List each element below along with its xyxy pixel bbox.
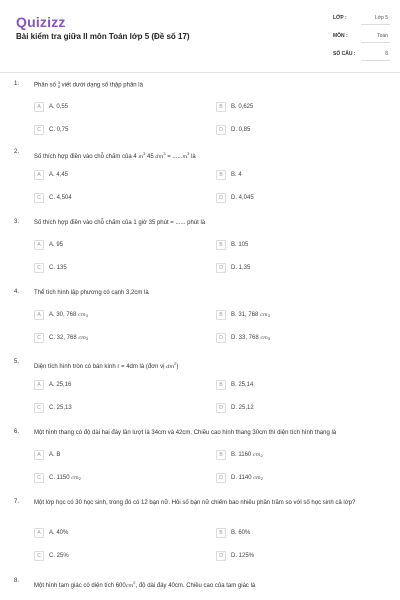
option-letter: C (34, 551, 44, 561)
question-number: 4. (14, 289, 20, 295)
option-text: B. 1160 (231, 452, 252, 458)
option-b[interactable] (216, 450, 263, 460)
option-text: A. 95 (49, 242, 64, 248)
option-text: B. 105 (231, 242, 249, 248)
question-number: 2. (14, 149, 20, 155)
question-number: 5. (14, 359, 20, 365)
option-letter: C (34, 333, 44, 343)
unit-cm: cm (260, 335, 268, 341)
option-a[interactable] (34, 102, 68, 112)
option-b[interactable] (216, 170, 242, 180)
option-d[interactable] (216, 193, 254, 203)
option-a[interactable] (34, 240, 63, 250)
option-text: D. 125% (231, 553, 255, 559)
meta-count-label: SỐ CÂU : (333, 51, 356, 57)
option-text: C. 1150 (49, 475, 70, 481)
worksheet-title: Bài kiểm tra giữa II môn Toán lớp 5 (Đề số 17) (16, 32, 190, 41)
option-c[interactable] (34, 263, 67, 273)
question-text: Số thích hợp điền vào chỗ chấm của 1 giờ 35 phút = ...... phút là (34, 220, 206, 226)
option-text: A. 30, 768 (49, 312, 77, 318)
question-number: 3. (14, 219, 20, 225)
question-number: 1. (14, 81, 20, 87)
option-d[interactable] (216, 125, 250, 135)
option-d[interactable] (216, 403, 254, 413)
option-text: D. 25,12 (231, 405, 254, 411)
option-letter: C (34, 263, 44, 273)
option-text: C. 0,75 (49, 127, 69, 133)
option-letter: D (216, 193, 226, 203)
option-text: A. 40% (49, 530, 69, 536)
option-text: B. 0,625 (231, 104, 254, 110)
option-letter: D (216, 473, 226, 483)
option-letter: A (34, 450, 44, 460)
question-text (34, 81, 390, 91)
option-c[interactable] (34, 333, 88, 343)
fraction-denominator: 5 (57, 84, 60, 89)
option-a[interactable] (34, 450, 60, 460)
meta-subject-label: MÔN : (333, 33, 348, 39)
option-a[interactable] (34, 380, 71, 390)
option-d[interactable] (216, 551, 254, 561)
option-letter: C (34, 473, 44, 483)
option-c[interactable] (34, 403, 72, 413)
option-a[interactable] (34, 528, 68, 538)
meta-count-value: 8 (361, 49, 390, 61)
unit-cm: cm (253, 475, 261, 481)
unit-cm: cm (125, 583, 134, 589)
option-text: D. 33, 768 (231, 335, 259, 341)
unit-m: m (138, 154, 144, 160)
option-text: B. 25,14 (231, 382, 254, 388)
unit-dm: dm (155, 154, 164, 160)
question-text-start: Một hình tam giác có diện tích 600 (34, 583, 126, 589)
meta-class-row (333, 13, 390, 31)
option-text: D. 1140 (231, 475, 252, 481)
option-letter: D (216, 333, 226, 343)
question-text-end: ) (176, 364, 179, 370)
option-a[interactable] (34, 310, 88, 320)
option-text: D. 0,85 (231, 127, 251, 133)
unit-dm: dm (166, 364, 175, 370)
option-d[interactable] (216, 473, 263, 483)
question-number: 7. (14, 499, 20, 505)
option-letter: A (34, 102, 44, 112)
unit-exponent: 2 (174, 361, 177, 366)
option-text: A. 4,45 (49, 172, 69, 178)
option-b[interactable] (216, 102, 253, 112)
question-text: Một lớp học có 30 học sinh, trong đó có 12 bạn nữ. Hỏi số bạn nữ chiếm bao nhiêu phần trăm so với số học sinh cả lớp? (34, 500, 356, 506)
quizizz-logo: Quizizz (16, 14, 66, 30)
unit-exponent: 2 (133, 580, 136, 585)
option-letter: D (216, 551, 226, 561)
option-b[interactable] (216, 528, 250, 538)
option-text: C. 4,504 (49, 195, 72, 201)
meta-class-label: LỚP : (333, 15, 347, 21)
worksheet-header (0, 0, 400, 72)
header-divider (0, 72, 400, 73)
question-text-end: , độ dài đáy 40cm. Chiều cao của tam giác là (135, 583, 256, 589)
option-b[interactable] (216, 310, 270, 320)
unit-exponent: 2 (260, 475, 264, 481)
question-text-start: Số thích hợp điền vào chỗ chấm của 4 (34, 154, 137, 160)
option-letter: B (216, 380, 226, 390)
question-text-start: Phân số (34, 82, 57, 89)
option-text: C. 135 (49, 265, 67, 271)
option-text: C. 32, 768 (49, 335, 77, 341)
option-text: C. 25% (49, 553, 69, 559)
option-letter: C (34, 403, 44, 413)
option-letter: B (216, 102, 226, 112)
unit-exponent: 2 (78, 475, 82, 481)
question-text (34, 359, 390, 372)
meta-subject-value: Toán (361, 31, 390, 43)
unit-cm: cm (71, 475, 79, 481)
meta-subject-row (333, 31, 390, 49)
option-b[interactable] (216, 380, 253, 390)
option-letter: D (216, 125, 226, 135)
option-text: C. 25,13 (49, 405, 72, 411)
unit-exponent: 3 (85, 335, 89, 341)
fraction-numerator: 3 (57, 80, 60, 85)
question-text-blank: = ...... (167, 154, 183, 160)
question-number: 6. (14, 429, 20, 435)
unit-cm: cm (252, 452, 261, 458)
option-letter: C (34, 193, 44, 203)
option-text: A. B (49, 452, 61, 458)
option-text: A. 25,16 (49, 382, 72, 388)
unit-m: m (182, 154, 188, 160)
option-text: B. 31, 768 (231, 312, 259, 318)
meta-count-row (333, 49, 390, 67)
unit-exponent: 3 (143, 151, 146, 156)
question-text-end: là (191, 154, 196, 160)
unit-exponent: 3 (163, 151, 166, 156)
option-text: D. 4,045 (231, 195, 254, 201)
unit-cm: cm (78, 335, 86, 341)
option-letter: A (34, 170, 44, 180)
question-text: Một hình thang có độ dài hai đáy lần lượt là 34cm và 42cm. Chiều cao hình thang 30cm thì diện tích hình thang là (34, 430, 337, 436)
option-letter: A (34, 380, 44, 390)
option-d[interactable] (216, 333, 270, 343)
question-text (34, 149, 390, 162)
option-letter: B (216, 170, 226, 180)
option-c[interactable] (34, 551, 69, 561)
unit-exponent: 3 (187, 151, 190, 156)
option-letter: C (34, 125, 44, 135)
option-a[interactable] (34, 170, 68, 180)
unit-exponent: 3 (267, 312, 270, 318)
option-text: B. 60% (231, 530, 251, 536)
question-text (34, 578, 390, 591)
unit-cm: cm (78, 312, 86, 318)
question-text-start: Diện tích hình tròn có bán kính r = 4dm là (đơn vị (34, 364, 165, 370)
option-letter: D (216, 403, 226, 413)
option-letter: A (34, 240, 44, 250)
question-text: Thể tích hình lập phương có cạnh 3,2cm là (34, 290, 149, 296)
option-letter: D (216, 263, 226, 273)
option-text: A. 0,55 (49, 104, 69, 110)
option-letter: B (216, 450, 226, 460)
fraction (58, 81, 60, 89)
option-text: B. 4 (231, 172, 242, 178)
worksheet-meta (333, 13, 390, 67)
unit-exponent: 2 (260, 452, 263, 458)
meta-class-value: Lớp 5 (361, 13, 390, 25)
unit-exponent: 3 (85, 312, 88, 318)
option-letter: B (216, 240, 226, 250)
question-text-end: viết dưới dạng số thập phân là (61, 82, 143, 89)
option-d[interactable] (216, 263, 250, 273)
option-letter: B (216, 528, 226, 538)
option-c[interactable] (34, 193, 72, 203)
option-letter: A (34, 310, 44, 320)
option-c[interactable] (34, 125, 68, 135)
unit-cm: cm (260, 312, 268, 318)
option-letter: A (34, 528, 44, 538)
option-c[interactable] (34, 473, 81, 483)
unit-exponent: 3 (267, 335, 271, 341)
option-text: D. 1,35 (231, 265, 251, 271)
question-number: 8. (14, 578, 20, 584)
option-b[interactable] (216, 240, 248, 250)
option-letter: B (216, 310, 226, 320)
question-text-mid: 45 (147, 154, 154, 160)
